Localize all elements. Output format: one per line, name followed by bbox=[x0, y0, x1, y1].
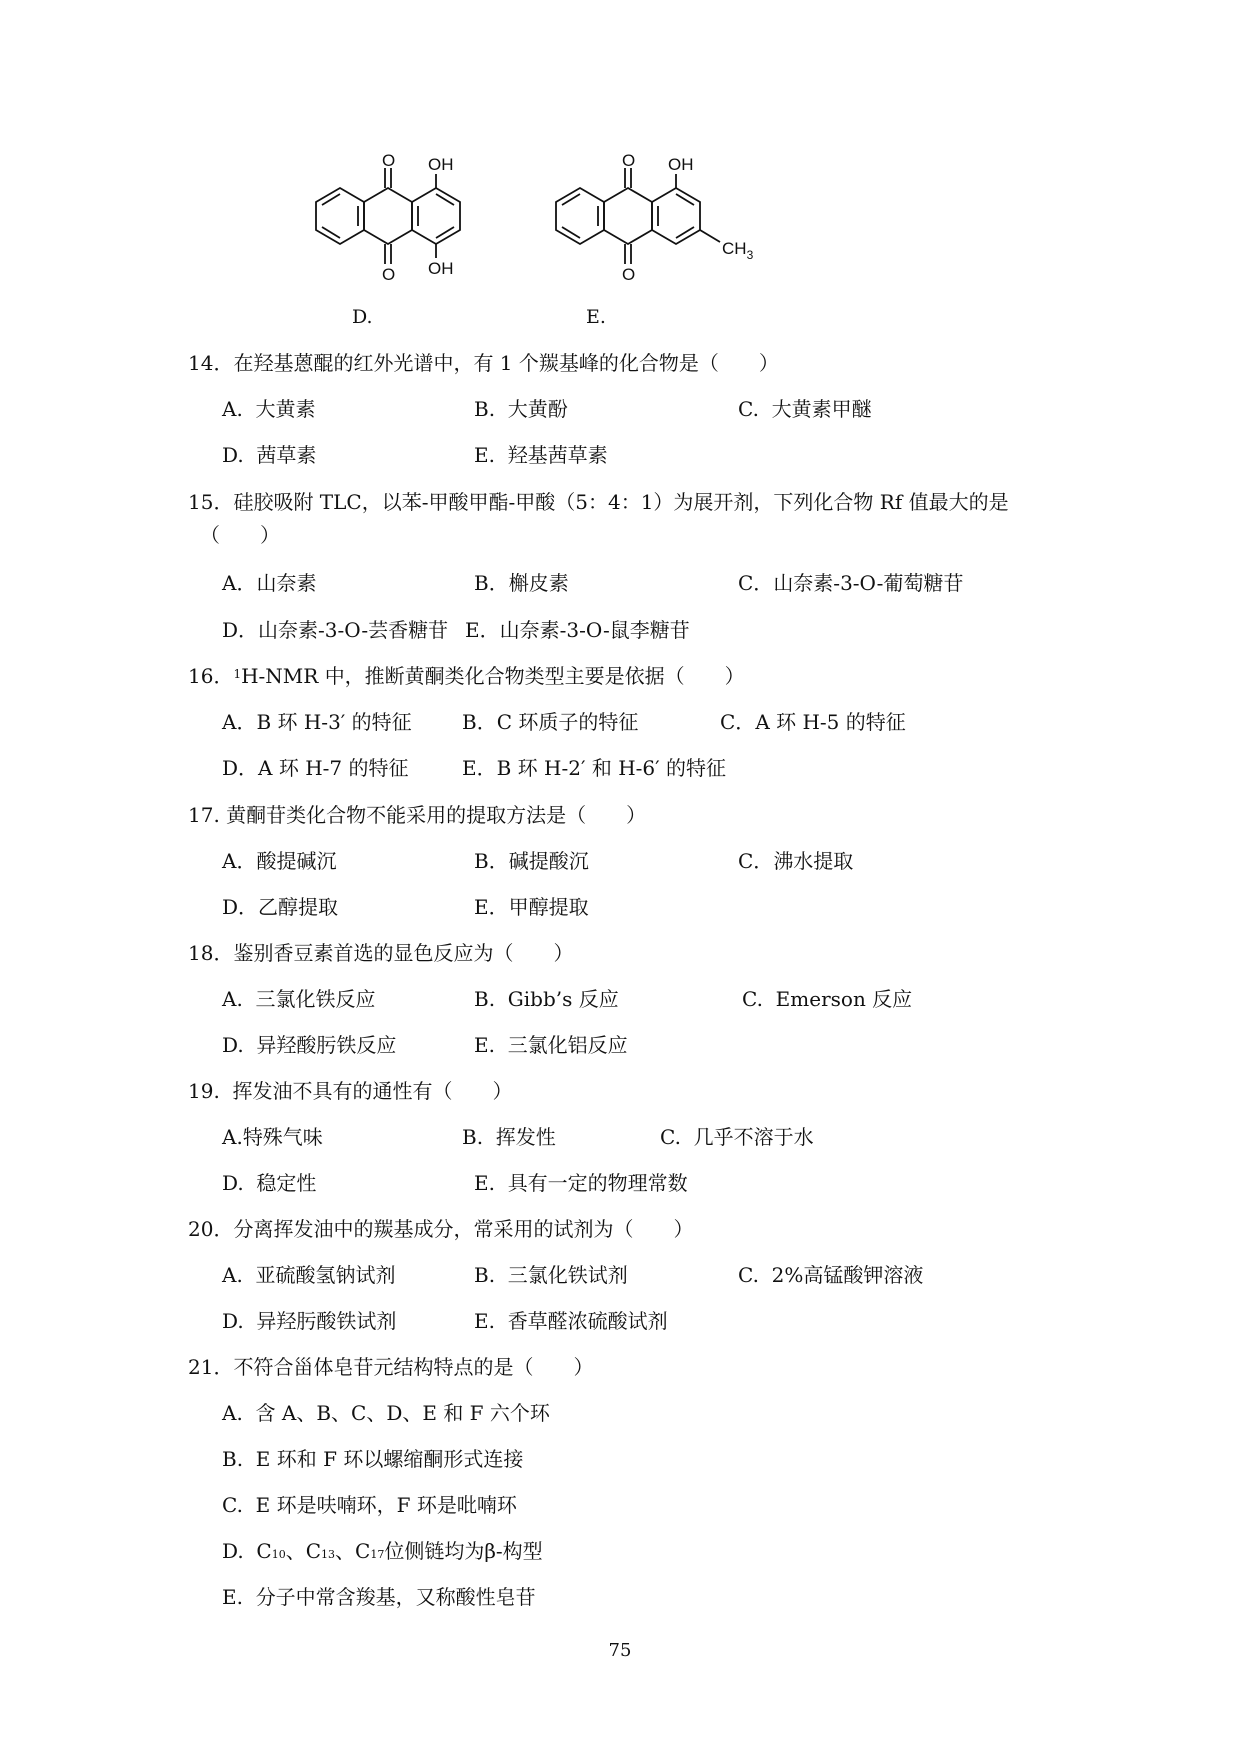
question-16 bbox=[188, 663, 745, 689]
q21-option-b[interactable]: B. E 环和 F 环以螺缩酮形式连接 bbox=[222, 1447, 524, 1471]
q17-option-b[interactable]: B．碱提酸沉 bbox=[474, 849, 589, 873]
q18-option-a[interactable]: A. 三氯化铁反应 bbox=[222, 987, 376, 1011]
question-15-continuation: （ ） bbox=[200, 523, 280, 547]
q14-option-b[interactable]: B. 大黄酚 bbox=[474, 397, 568, 421]
q21-option-d[interactable]: D. $C_{10}$、$C_{13}$、$C_{17}$位侧链均为β-构型 bbox=[222, 1539, 543, 1563]
question-17 bbox=[188, 802, 646, 828]
q14-option-e[interactable]: E. 羟基茜草素 bbox=[474, 443, 608, 467]
q14-option-c[interactable]: C. 大黄素甲醚 bbox=[738, 397, 872, 421]
question-number: 16． bbox=[188, 664, 234, 688]
q19-option-d[interactable]: D. 稳定性 bbox=[222, 1171, 317, 1195]
hydroxyl-top-d: OH bbox=[428, 155, 454, 174]
q21-option-a[interactable]: A. 含 A、B、C、D、E 和 F 六个环 bbox=[222, 1401, 550, 1425]
question-20 bbox=[188, 1216, 693, 1242]
q15-option-a[interactable]: A．山奈素 bbox=[222, 571, 317, 595]
q18-option-e[interactable]: E. 三氯化铝反应 bbox=[474, 1033, 628, 1057]
q18-option-c[interactable]: C. Emerson 反应 bbox=[742, 987, 913, 1011]
q17-option-e[interactable]: E．甲醇提取 bbox=[474, 895, 589, 919]
question-number: 17. bbox=[188, 803, 220, 827]
q20-option-c[interactable]: C. 2%高锰酸钾溶液 bbox=[738, 1263, 924, 1287]
q16-option-b[interactable]: B．C 环质子的特征 bbox=[462, 710, 639, 734]
q19-option-c[interactable]: C. 几乎不溶于水 bbox=[660, 1125, 814, 1149]
question-text: H-NMR 中，推断黄酮类化合物类型主要是依据（ ） bbox=[241, 664, 745, 688]
q18-option-d[interactable]: D. 异羟酸肟铁反应 bbox=[222, 1033, 397, 1057]
question-text: 在羟基蒽醌的红外光谱中，有 1 个羰基峰的化合物是（ ） bbox=[233, 351, 779, 375]
question-number: 14． bbox=[188, 351, 234, 375]
q20-option-b[interactable]: B. 三氯化铁试剂 bbox=[474, 1263, 628, 1287]
question-number: 21． bbox=[188, 1355, 234, 1379]
question-18 bbox=[188, 940, 573, 966]
q14-option-a[interactable]: A. 大黄素 bbox=[222, 397, 316, 421]
structure-e-label: E. bbox=[586, 306, 606, 328]
superscript: 1 bbox=[233, 667, 242, 681]
q15-option-b[interactable]: B．槲皮素 bbox=[474, 571, 569, 595]
q17-option-d[interactable]: D．乙醇提取 bbox=[222, 895, 339, 919]
structure-d-label: D. bbox=[352, 306, 373, 328]
q18-option-b[interactable]: B. Gibb’s 反应 bbox=[474, 987, 619, 1011]
q19-option-b[interactable]: B. 挥发性 bbox=[462, 1125, 556, 1149]
question-19 bbox=[188, 1078, 513, 1104]
carbonyl-o-bottom-d: O bbox=[382, 265, 396, 284]
carbonyl-o-top-e: O bbox=[622, 151, 636, 170]
question-number: 18． bbox=[188, 941, 234, 965]
q15-option-d[interactable]: D．山奈素-3-O-芸香糖苷 bbox=[222, 618, 449, 642]
question-text: 挥发油不具有的通性有（ ） bbox=[232, 1079, 513, 1103]
q20-option-d[interactable]: D. 异羟肟酸铁试剂 bbox=[222, 1309, 397, 1333]
carbonyl-o-bottom-e: O bbox=[622, 265, 636, 284]
q15-option-e[interactable]: E．山奈素-3-O-鼠李糖苷 bbox=[465, 618, 690, 642]
q21-option-c[interactable]: C. E 环是呋喃环，F 环是吡喃环 bbox=[222, 1493, 517, 1517]
hydroxyl-bottom-d: OH bbox=[428, 259, 454, 278]
q16-option-e[interactable]: E．B 环 H-2′ 和 H-6′ 的特征 bbox=[462, 756, 727, 780]
q19-option-a[interactable]: A.特殊气味 bbox=[222, 1125, 323, 1149]
q17-option-c[interactable]: C．沸水提取 bbox=[738, 849, 854, 873]
anthraquinone-diagram-d bbox=[300, 150, 490, 290]
q21-option-e[interactable]: E. 分子中常含羧基，又称酸性皂苷 bbox=[222, 1585, 536, 1609]
hydroxyl-top-e: OH bbox=[668, 155, 694, 174]
q20-option-e[interactable]: E. 香草醛浓硫酸试剂 bbox=[474, 1309, 668, 1333]
carbonyl-o-top-d: O bbox=[382, 151, 396, 170]
q17-option-a[interactable]: A．酸提碱沉 bbox=[222, 849, 337, 873]
question-21 bbox=[188, 1354, 593, 1380]
anthraquinone-diagram-e bbox=[540, 150, 780, 290]
page-number: 75 bbox=[608, 1640, 632, 1661]
q16-option-a[interactable]: A．B 环 H-3′ 的特征 bbox=[222, 710, 412, 734]
question-number: 15． bbox=[188, 490, 234, 514]
question-number: 19. bbox=[188, 1079, 220, 1103]
question-text: 黄酮苷类化合物不能采用的提取方法是（ ） bbox=[226, 803, 647, 827]
q14-option-d[interactable]: D. 茜草素 bbox=[222, 443, 317, 467]
question-number: 20． bbox=[188, 1217, 234, 1241]
question-text: 鉴别香豆素首选的显色反应为（ ） bbox=[233, 941, 574, 965]
question-text: 硅胶吸附 TLC，以苯-甲酸甲酯-甲酸（5：4：1）为展开剂，下列化合物 Rf 值最大的是 bbox=[233, 490, 1009, 514]
question-text: 分离挥发油中的羰基成分，常采用的试剂为（ ） bbox=[233, 1217, 694, 1241]
q16-option-d[interactable]: D．A 环 H-7 的特征 bbox=[222, 756, 409, 780]
structure-d bbox=[300, 150, 490, 290]
q16-option-c[interactable]: C．A 环 H-5 的特征 bbox=[720, 710, 906, 734]
q15-option-c[interactable]: C．山奈素-3-O-葡萄糖苷 bbox=[738, 571, 964, 595]
methyl-group-e: $CH_3$ bbox=[722, 239, 754, 262]
q19-option-e[interactable]: E. 具有一定的物理常数 bbox=[474, 1171, 688, 1195]
question-text: 不符合甾体皂苷元结构特点的是（ ） bbox=[233, 1355, 594, 1379]
structure-e bbox=[540, 150, 780, 290]
question-14 bbox=[188, 350, 779, 376]
question-15 bbox=[188, 489, 1009, 515]
q20-option-a[interactable]: A. 亚硫酸氢钠试剂 bbox=[222, 1263, 396, 1287]
